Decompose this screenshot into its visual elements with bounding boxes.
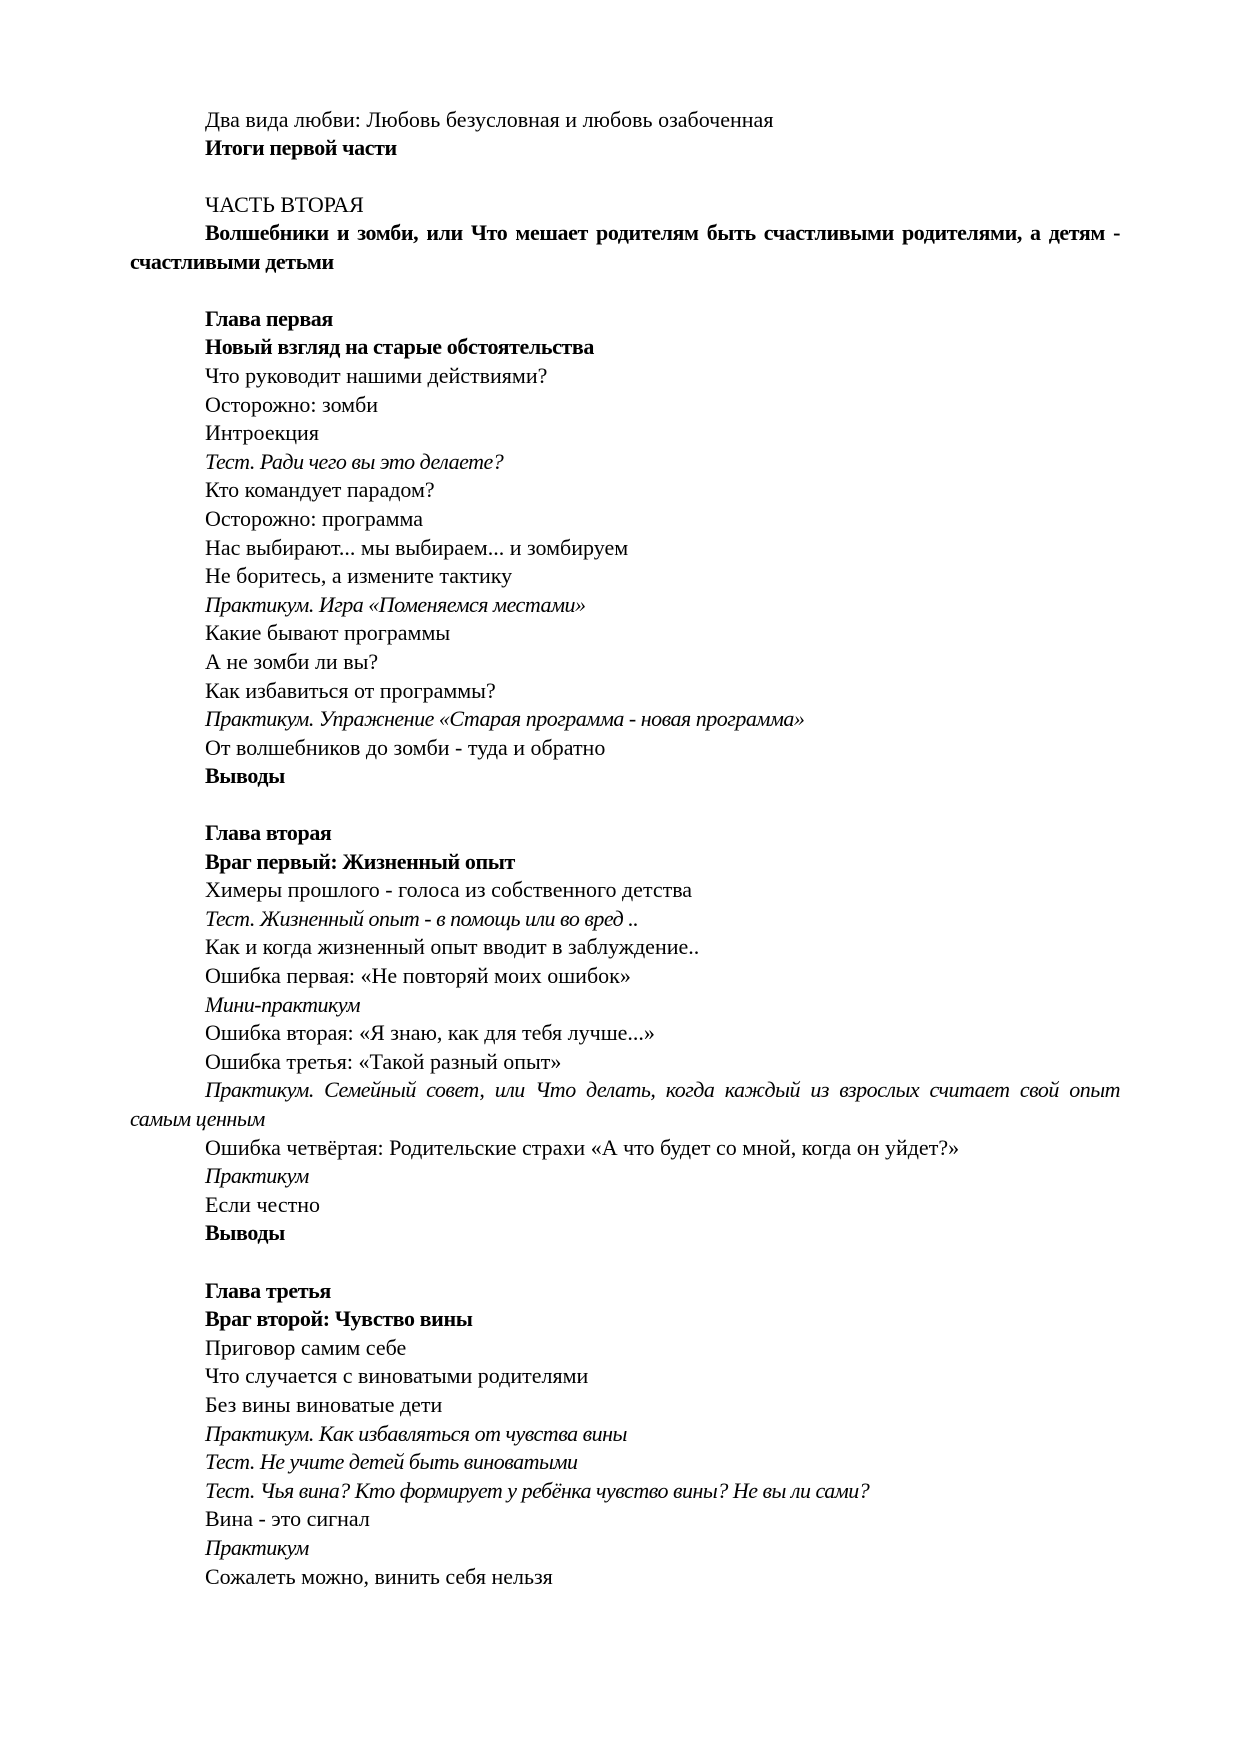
toc-entry-test: Тест. Не учите детей быть виноватыми <box>205 1449 578 1474</box>
chapter-label: Глава первая <box>205 306 333 331</box>
toc-entry: Осторожно: программа <box>205 506 424 531</box>
toc-entry-test: Тест. Жизненный опыт - в помощь или во вред .. <box>205 906 639 931</box>
toc-entry: Ошибка вторая: «Я знаю, как для тебя лучше...» <box>205 1020 655 1045</box>
toc-entry: Вина - это сигнал <box>205 1506 370 1531</box>
part-subtitle: Волшебники и зомби, или Что мешает родителям быть счастливыми родителями, а детям - счастливыми детьми <box>130 220 1120 274</box>
chapter-label: Глава вторая <box>205 820 332 845</box>
toc-entry: Ошибка четвёртая: Родительские страхи «А что будет со мной, когда он уйдет?» <box>205 1135 960 1160</box>
toc-entry-practicum: Практикум. Игра «Поменяемся местами» <box>205 592 586 617</box>
toc-entry: Сожалеть можно, винить себя нельзя <box>205 1564 553 1589</box>
toc-entry-practicum: Практикум <box>205 1163 309 1188</box>
conclusions-heading: Выводы <box>205 1220 285 1245</box>
toc-entry-practicum: Практикум. Как избавляться от чувства вины <box>205 1421 627 1446</box>
toc-entry: Ошибка третья: «Такой разный опыт» <box>205 1049 562 1074</box>
toc-entry: Химеры прошлого - голоса из собственного детства <box>205 877 693 902</box>
toc-entry: Нас выбирают... мы выбираем... и зомбируем <box>205 535 629 560</box>
chapter-title: Враг второй: Чувство вины <box>205 1306 473 1331</box>
toc-entry: Кто командует парадом? <box>205 477 435 502</box>
toc-entry: Без вины виноватые дети <box>205 1392 443 1417</box>
toc-entry: Ошибка первая: «Не повторяй моих ошибок» <box>205 963 631 988</box>
chapter-title: Враг первый: Жизненный опыт <box>205 849 515 874</box>
chapter-title: Новый взгляд на старые обстоятельства <box>205 334 594 359</box>
conclusions-heading: Выводы <box>205 763 285 788</box>
toc-entry: От волшебников до зомби - туда и обратно <box>205 735 606 760</box>
toc-entry: Что случается с виноватыми родителями <box>205 1363 589 1388</box>
toc-entry-test: Тест. Ради чего вы это делаете? <box>205 449 504 474</box>
toc-entry: Два вида любви: Любовь безусловная и любовь озабоченная <box>205 107 774 132</box>
toc-entry: Приговор самим себе <box>205 1335 407 1360</box>
toc-entry: Какие бывают программы <box>205 620 451 645</box>
toc-entry: Как и когда жизненный опыт вводит в заблуждение.. <box>205 934 700 959</box>
toc-entry: Осторожно: зомби <box>205 392 379 417</box>
toc-entry: А не зомби ли вы? <box>205 649 379 674</box>
part-heading: ЧАСТЬ ВТОРАЯ <box>205 192 364 217</box>
toc-entry: Если честно <box>205 1192 320 1217</box>
part-summary-heading: Итоги первой части <box>205 135 397 160</box>
toc-entry-practicum: Практикум. Упражнение «Старая программа - новая программа» <box>205 706 805 731</box>
toc-entry: Интроекция <box>205 420 319 445</box>
toc-entry: Что руководит нашими действиями? <box>205 363 548 388</box>
toc-entry-test: Тест. Чья вина? Кто формирует у ребёнка чувство вины? Не вы ли сами? <box>205 1478 870 1503</box>
toc-entry-practicum: Практикум <box>205 1535 309 1560</box>
toc-entry-practicum: Мини-практикум <box>205 992 361 1017</box>
chapter-label: Глава третья <box>205 1278 331 1303</box>
toc-entry-practicum: Практикум. Семейный совет, или Что делать, когда каждый из взрослых считает свой опыт самым ценным <box>130 1077 1120 1131</box>
toc-entry: Не боритесь, а измените тактику <box>205 563 513 588</box>
toc-entry: Как избавиться от программы? <box>205 678 496 703</box>
